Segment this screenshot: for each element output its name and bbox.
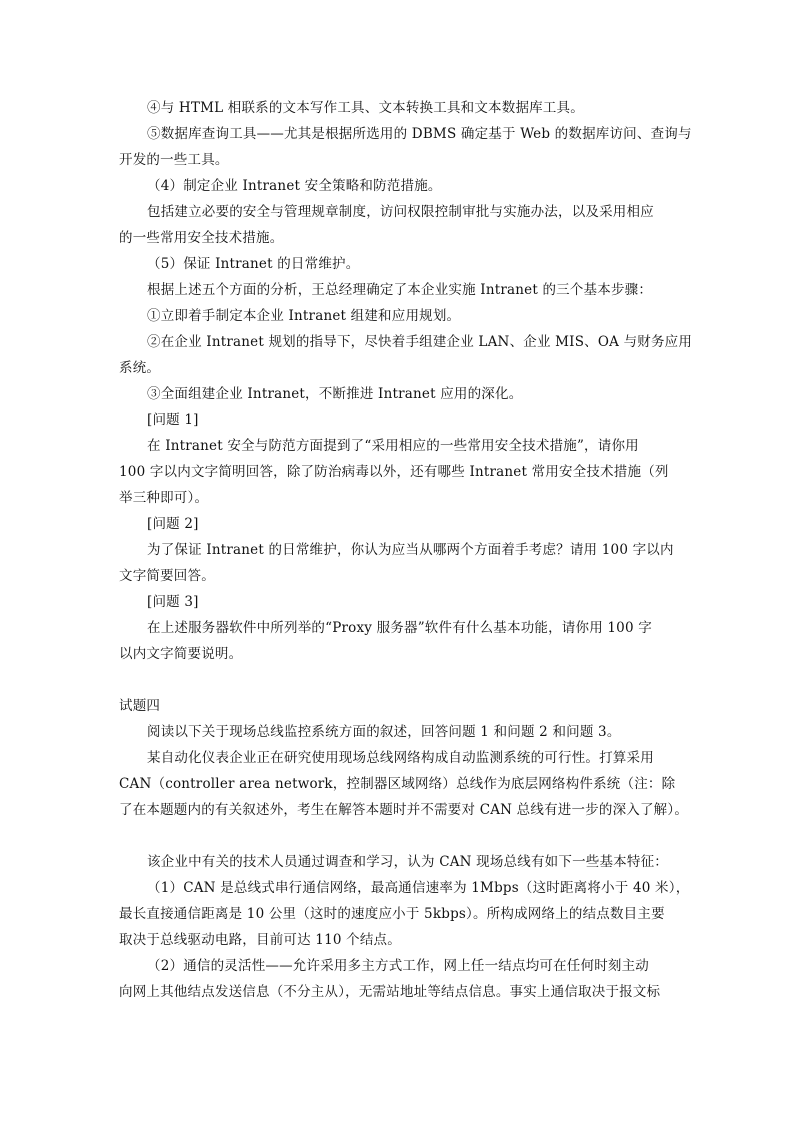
question-heading: [问题 3] bbox=[147, 594, 199, 610]
section-heading: （4）制定企业 Intranet 安全策略和防范措施。 bbox=[147, 178, 442, 194]
text-line: 的一些常用安全技术措施。 bbox=[119, 230, 284, 246]
text-line: 在 Intranet 安全与防范方面提到了“采用相应的一些常用安全技术措施”，请你用 bbox=[147, 438, 639, 454]
text-line: 某自动化仪表企业正在研究使用现场总线网络构成自动监测系统的可行性。打算采用 bbox=[147, 750, 654, 766]
text-line: ⑤数据库查询工具——尤其是根据所选用的 DBMS 确定基于 Web 的数据库访问、查询与 bbox=[147, 126, 692, 142]
text-line: 包括建立必要的安全与管理规章制度，访问权限控制审批与实施办法，以及采用相应 bbox=[147, 204, 654, 220]
text-line: 系统。 bbox=[119, 360, 161, 376]
text-line: 最长直接通信距离是 10 公里（这时的速度应小于 5kbps）。所构成网络上的结点数目主要 bbox=[119, 906, 665, 922]
text-line: 阅读以下关于现场总线监控系统方面的叙述，回答问题 1 和问题 2 和问题 3。 bbox=[147, 724, 621, 740]
text-line: 100 字以内文字简明回答，除了防治病毒以外，还有哪些 Intranet 常用安全技术措施（列 bbox=[119, 464, 669, 480]
section-heading: （5）保证 Intranet 的日常维护。 bbox=[147, 256, 360, 272]
text-line: 文字简要回答。 bbox=[119, 568, 215, 584]
text-line: 取决于总线驱动电路，目前可达 110 个结点。 bbox=[119, 932, 401, 948]
text-line: 根据上述五个方面的分析，王总经理确定了本企业实施 Intranet 的三个基本步骤： bbox=[147, 282, 653, 298]
question-heading: [问题 1] bbox=[147, 412, 199, 428]
text-line: （1）CAN 是总线式串行通信网络，最高通信速率为 1Mbps（这时距离将小于 40 米）， bbox=[147, 880, 690, 896]
text-line: ②在企业 Intranet 规划的指导下，尽快着手组建企业 LAN、企业 MIS、OA 与财务应用 bbox=[147, 334, 693, 350]
text-line: 向网上其他结点发送信息（不分主从），无需站地址等结点信息。事实上通信取决于报文标 bbox=[119, 984, 661, 1000]
text-line: 举三种即可）。 bbox=[119, 490, 209, 506]
text-line: 了在本题题内的有关叙述外，考生在解答本题时并不需要对 CAN 总线有进一步的深入了解）。 bbox=[119, 802, 689, 818]
text-line: 该企业中有关的技术人员通过调查和学习，认为 CAN 现场总线有如下一些基本特征： bbox=[147, 854, 668, 870]
text-line: 开发的一些工具。 bbox=[119, 152, 229, 168]
text-line: 为了保证 Intranet 的日常维护，你认为应当从哪两个方面着手考虑？请用 100 字以内 bbox=[147, 542, 674, 558]
text-line: （2）通信的灵活性——允许采用多主方式工作，网上任一结点均可在任何时刻主动 bbox=[147, 958, 649, 974]
exam-question-title: 试题四 bbox=[119, 698, 161, 714]
text-line: CAN（controller area network，控制器区域网络）总线作为底层网络构件系统（注：除 bbox=[119, 776, 676, 792]
text-line: 在上述服务器软件中所列举的“Proxy 服务器”软件有什么基本功能，请你用 100 字 bbox=[147, 620, 652, 636]
text-line: 以内文字简要说明。 bbox=[119, 646, 243, 662]
question-heading: [问题 2] bbox=[147, 516, 199, 532]
text-line: ①立即着手制定本企业 Intranet 组建和应用规划。 bbox=[147, 308, 461, 324]
text-line: ④与 HTML 相联系的文本写作工具、文本转换工具和文本数据库工具。 bbox=[147, 100, 584, 116]
text-line: ③全面组建企业 Intranet，不断推进 Intranet 应用的深化。 bbox=[147, 386, 523, 402]
